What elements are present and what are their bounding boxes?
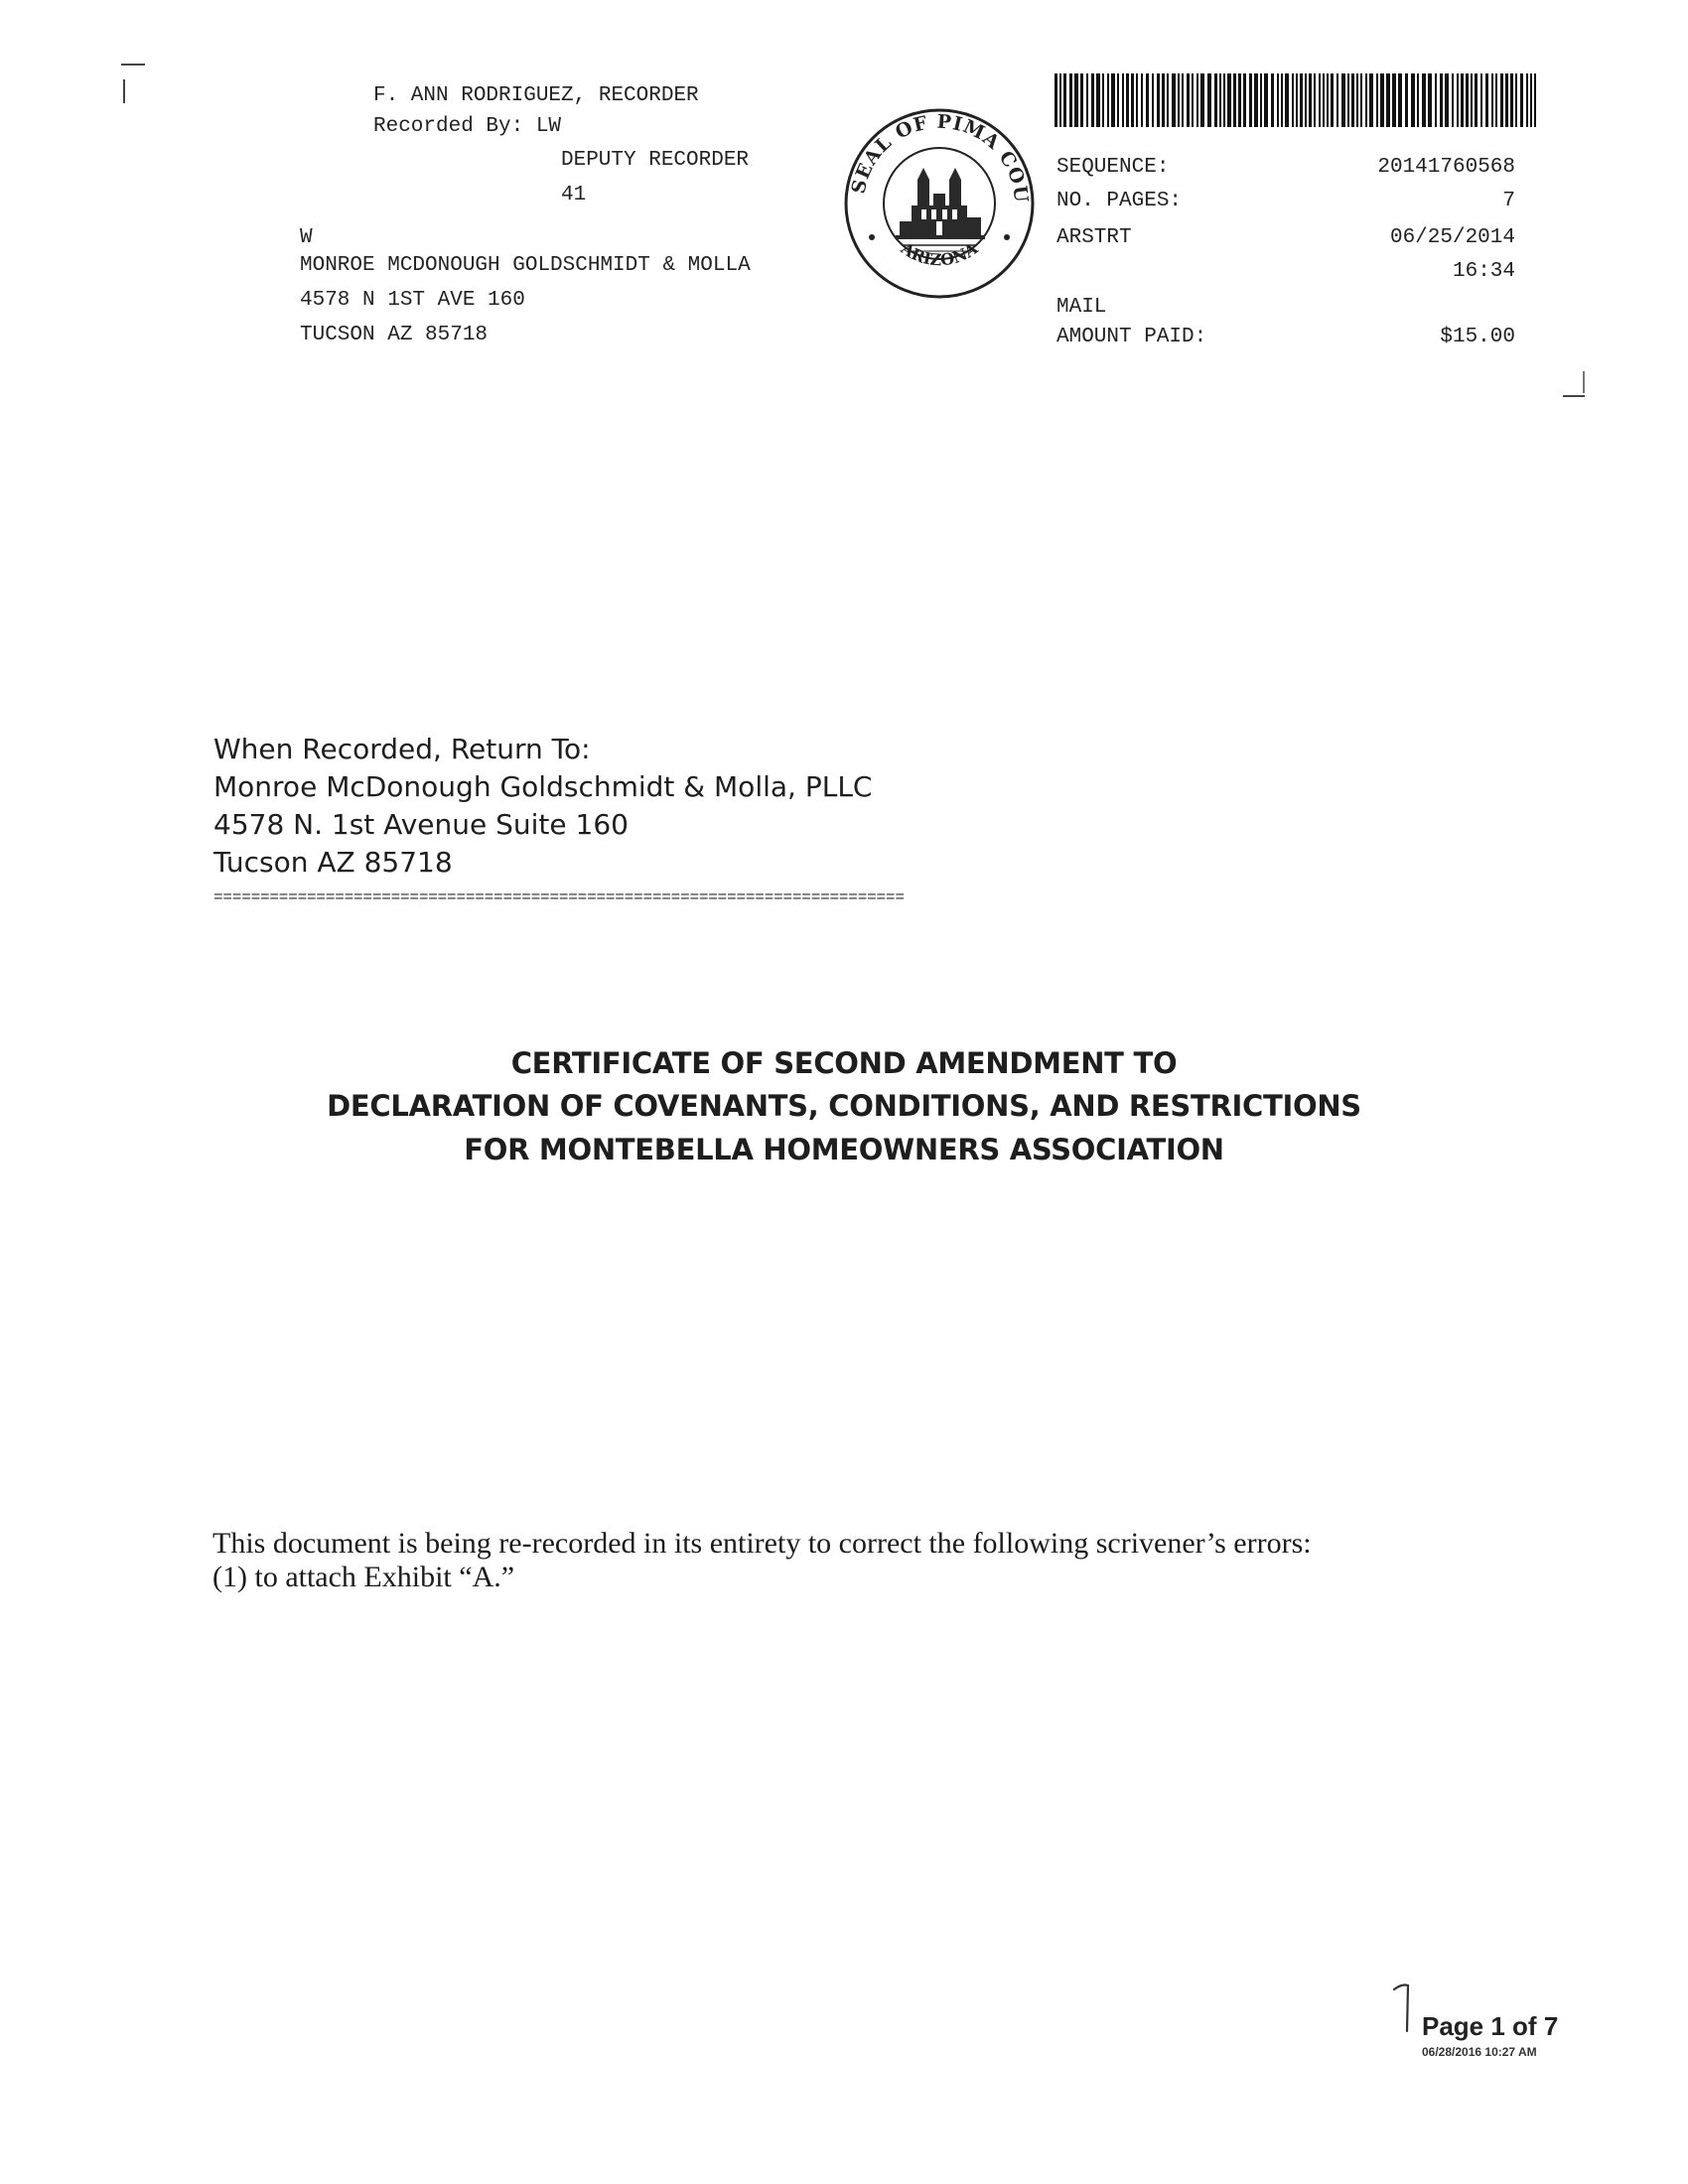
barcode-bar xyxy=(1398,73,1402,127)
barcode-bar xyxy=(1136,73,1138,127)
barcode-bar xyxy=(1296,73,1298,127)
barcode-bar xyxy=(1445,73,1449,127)
page-counter: Page 1 of 7 xyxy=(1422,2011,1559,2041)
barcode-bar xyxy=(1117,73,1119,127)
barcode-bar xyxy=(1182,73,1184,127)
svg-text:THE SEAL OF PIMA COUNTY: SEAL OF PIMA COU xyxy=(847,110,1033,205)
barcode-bar xyxy=(1285,73,1289,127)
deputy-title: DEPUTY RECORDER xyxy=(561,149,750,172)
mail-to-name: MONROE MCDONOUGH GOLDSCHMIDT & MOLLA xyxy=(300,254,751,277)
barcode-bar xyxy=(1172,73,1176,127)
barcode-bar xyxy=(1440,73,1443,127)
barcode-bar xyxy=(1534,73,1536,127)
barcode-bar xyxy=(1319,73,1321,127)
deputy-number: 41 xyxy=(561,184,587,206)
barcode-bar xyxy=(1059,73,1061,127)
barcode-bar xyxy=(1475,73,1477,127)
barcode-bar xyxy=(1369,73,1373,127)
scan-edge-mark xyxy=(1583,371,1585,393)
barcode-bar xyxy=(1405,73,1408,127)
barcode-bar xyxy=(1146,73,1149,127)
county-seal-icon xyxy=(842,106,1037,301)
barcode-bar xyxy=(1466,73,1469,127)
barcode-bar xyxy=(1510,73,1513,127)
barcode-bar xyxy=(1096,73,1100,127)
barcode-bar xyxy=(1314,73,1316,127)
recorded-by: Recorded By: LW xyxy=(373,115,562,138)
barcode-bar xyxy=(1485,73,1488,127)
barcode-bar xyxy=(1141,73,1143,127)
barcode xyxy=(1053,73,1542,127)
barcode-bar xyxy=(1192,73,1194,127)
handwritten-page-number xyxy=(1392,1981,1418,2033)
barcode-bar xyxy=(1107,73,1109,127)
barcode-bar xyxy=(1238,73,1241,127)
barcode-bar xyxy=(1126,73,1129,127)
barcode-bar xyxy=(1207,73,1211,127)
rerecording-note-line-1: This document is being re-recorded in its entirety to correct the following scrivener’s errors: xyxy=(212,1527,1312,1560)
barcode-bar xyxy=(1122,73,1124,127)
barcode-bar xyxy=(1260,73,1262,127)
delivery-method: MAIL xyxy=(1056,296,1107,319)
svg-text:ARIZONA: ARIZONA xyxy=(897,238,982,270)
barcode-bar xyxy=(1281,73,1283,127)
barcode-bar xyxy=(1254,73,1258,127)
barcode-bar xyxy=(1200,73,1204,127)
barcode-bar xyxy=(1341,73,1345,127)
record-date: 06/25/2014 xyxy=(1389,226,1515,249)
amount-label: AMOUNT PAID: xyxy=(1056,326,1207,348)
barcode-bar xyxy=(1428,73,1432,127)
barcode-bar xyxy=(1435,73,1437,127)
barcode-bar xyxy=(1214,73,1217,127)
barcode-bar xyxy=(1055,73,1057,127)
barcode-bar xyxy=(1386,73,1390,127)
barcode-bar xyxy=(1347,73,1349,127)
record-time: 16:34 xyxy=(1452,260,1515,283)
barcode-bar xyxy=(1417,73,1419,127)
barcode-bar xyxy=(1152,73,1154,127)
mail-to-city: TUCSON AZ 85718 xyxy=(300,324,489,346)
barcode-bar xyxy=(1520,73,1523,127)
barcode-bar xyxy=(1249,73,1252,127)
barcode-bar xyxy=(1360,73,1362,127)
barcode-bar xyxy=(1264,73,1268,127)
mail-to-street: 4578 N 1ST AVE 160 xyxy=(300,289,525,312)
barcode-bar xyxy=(1243,73,1246,127)
barcode-bar xyxy=(1327,73,1329,127)
barcode-bar xyxy=(1219,73,1221,127)
barcode-bar xyxy=(1515,73,1517,127)
barcode-bar xyxy=(1495,73,1497,127)
title-line-2: DECLARATION OF COVENANTS, CONDITIONS, AND RESTRICTIONS xyxy=(327,1089,1361,1123)
barcode-bar xyxy=(1178,73,1180,127)
return-to-street: 4578 N. 1st Avenue Suite 160 xyxy=(213,808,629,841)
print-timestamp: 06/28/2016 10:27 AM xyxy=(1422,2045,1537,2059)
barcode-bar xyxy=(1157,73,1160,127)
barcode-bar xyxy=(1351,73,1354,127)
barcode-bar xyxy=(1461,73,1464,127)
document-type: ARSTRT xyxy=(1056,226,1132,249)
return-to-heading: When Recorded, Return To: xyxy=(213,733,591,765)
barcode-bar xyxy=(1277,73,1279,127)
barcode-bar xyxy=(1063,73,1066,127)
barcode-bar xyxy=(1074,73,1078,127)
barcode-bar xyxy=(1091,73,1094,127)
barcode-bar xyxy=(1500,73,1503,127)
barcode-bar xyxy=(1380,73,1384,127)
barcode-bar xyxy=(1233,73,1236,127)
barcode-bar xyxy=(1309,73,1312,127)
pages-value: 7 xyxy=(1502,190,1515,212)
scan-corner-mark xyxy=(121,64,145,66)
return-to-city: Tucson AZ 85718 xyxy=(213,846,453,879)
barcode-bar xyxy=(1131,73,1134,127)
barcode-bar xyxy=(1526,73,1528,127)
barcode-bar xyxy=(1457,73,1459,127)
barcode-bar xyxy=(1356,73,1358,127)
sequence-label: SEQUENCE: xyxy=(1056,156,1170,179)
pages-label: NO. PAGES: xyxy=(1056,190,1183,212)
barcode-bar xyxy=(1292,73,1294,127)
barcode-bar xyxy=(1471,73,1473,127)
barcode-bar xyxy=(1505,73,1508,127)
code-letter: W xyxy=(300,226,313,249)
barcode-bar xyxy=(1305,73,1307,127)
scan-corner-mark xyxy=(123,79,125,103)
section-divider: ========================================================================== xyxy=(213,888,905,906)
barcode-bar xyxy=(1086,73,1088,127)
barcode-bar xyxy=(1452,73,1454,127)
title-line-3: FOR MONTEBELLA HOMEOWNERS ASSOCIATION xyxy=(464,1133,1224,1166)
barcode-bar xyxy=(1162,73,1165,127)
barcode-bar xyxy=(1530,73,1532,127)
return-to-name: Monroe McDonough Goldschmidt & Molla, PLLC xyxy=(213,770,873,803)
barcode-bar xyxy=(1187,73,1190,127)
sequence-value: 20141760568 xyxy=(1377,156,1515,179)
barcode-bar xyxy=(1080,73,1083,127)
barcode-bar xyxy=(1411,73,1415,127)
title-line-1: CERTIFICATE OF SECOND AMENDMENT TO xyxy=(510,1046,1178,1080)
barcode-bar xyxy=(1365,73,1367,127)
barcode-bar xyxy=(1336,73,1338,127)
barcode-bar xyxy=(1223,73,1225,127)
recorder-name: F. ANN RODRIGUEZ, RECORDER xyxy=(373,84,699,107)
rerecording-note-line-2: (1) to attach Exhibit “A.” xyxy=(212,1561,515,1593)
barcode-bar xyxy=(1069,73,1072,127)
barcode-bar xyxy=(1323,73,1325,127)
barcode-bar xyxy=(1196,73,1198,127)
barcode-bar xyxy=(1227,73,1231,127)
barcode-bar xyxy=(1300,73,1303,127)
barcode-bar xyxy=(1331,73,1334,127)
barcode-bar xyxy=(1167,73,1169,127)
scan-edge-mark xyxy=(1563,395,1585,397)
barcode-bar xyxy=(1376,73,1378,127)
barcode-bar xyxy=(1111,73,1115,127)
barcode-bar xyxy=(1392,73,1396,127)
barcode-bar xyxy=(1102,73,1104,127)
amount-value: $15.00 xyxy=(1440,326,1515,348)
barcode-bar xyxy=(1422,73,1426,127)
barcode-bar xyxy=(1480,73,1482,127)
barcode-bar xyxy=(1491,73,1493,127)
barcode-bar xyxy=(1271,73,1274,127)
